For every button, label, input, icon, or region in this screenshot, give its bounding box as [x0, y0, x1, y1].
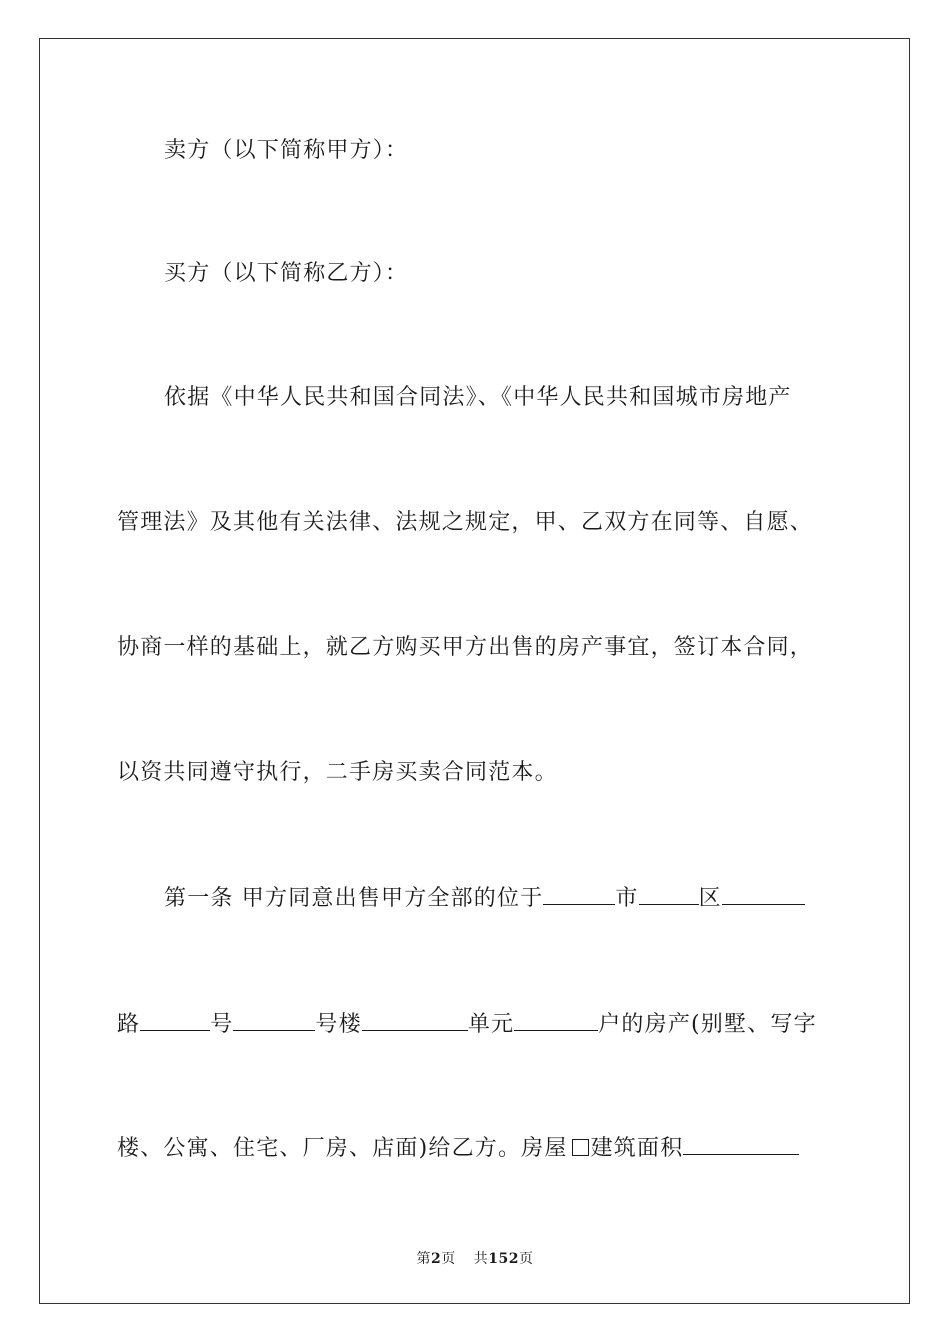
district-blank[interactable]	[639, 882, 699, 905]
household-blank[interactable]	[514, 1008, 598, 1031]
district-label: 区	[698, 886, 722, 911]
current-page-number: 2	[431, 1251, 442, 1267]
footer-total-unit: 页	[518, 1251, 534, 1267]
footer-page-unit: 页	[441, 1251, 456, 1267]
area-blank[interactable]	[683, 1132, 799, 1155]
number-label: 号	[210, 1012, 234, 1037]
article1-line-1	[117, 882, 837, 914]
seller-line: 卖方（以下简称甲方）：	[164, 138, 409, 163]
page-border	[39, 38, 910, 1304]
area-checkbox[interactable]	[572, 1139, 589, 1156]
article1-line-2	[117, 1008, 837, 1040]
buyer-line: 买方（以下简称乙方）：	[164, 261, 409, 286]
article1-intro-text: 第一条 甲方同意出售甲方全部的位于	[164, 886, 544, 911]
intro-line-4: 以资共同遵守执行，二手房买卖合同范本。	[117, 760, 558, 785]
article1-line-3	[117, 1132, 837, 1164]
road-blank[interactable]	[722, 882, 805, 905]
footer-total-prefix: 共	[473, 1251, 489, 1267]
city-label: 市	[615, 886, 639, 911]
unit-label: 单元	[467, 1012, 515, 1037]
unit-blank[interactable]	[362, 1008, 468, 1031]
road-label: 路	[117, 1012, 141, 1037]
article1-line3-text: 楼、公寓、住宅、厂房、店面)给乙方。房屋	[117, 1136, 568, 1161]
building-blank[interactable]	[233, 1008, 315, 1031]
number-blank[interactable]	[140, 1008, 210, 1031]
building-label: 号楼	[315, 1012, 362, 1037]
area-label: 建筑面积	[590, 1136, 684, 1161]
household-suffix: 户的房产(别墅、写字	[598, 1012, 817, 1037]
total-page-number: 152	[488, 1251, 519, 1267]
footer-page-prefix: 第	[416, 1251, 431, 1267]
city-blank[interactable]	[543, 882, 615, 905]
intro-line-1: 依据《中华人民共和国合同法》、《中华人民共和国城市房地产	[164, 385, 792, 410]
intro-line-3: 协商一样的基础上，就乙方购买甲方出售的房产事宜，签订本合同，	[117, 635, 814, 660]
page-footer	[0, 1248, 950, 1268]
intro-line-2: 管理法》及其他有关法律、法规之规定，甲、乙双方在同等、自愿、	[117, 510, 814, 535]
